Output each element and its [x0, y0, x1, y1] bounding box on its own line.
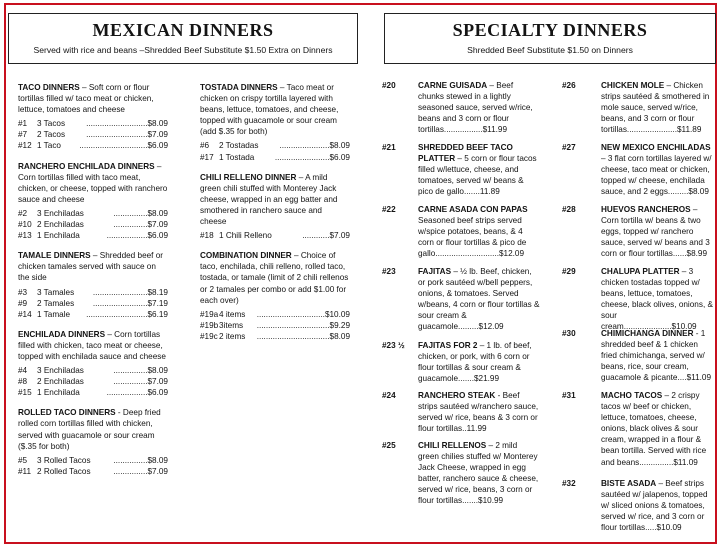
section-name: RANCHERO ENCHILADA DINNERS — [18, 161, 155, 171]
item-details: Seasoned beef strips served w/spice potatoes, beans, & 4 corn or flour tortillas & pico de gallo............................$12.09 — [418, 216, 527, 259]
item-name: CHICKEN MOLE — [601, 81, 665, 90]
item-description — [418, 204, 540, 259]
item-price: ...............$7.09 — [113, 377, 168, 387]
item-name: CHIMICHANGA DINNER — [601, 329, 694, 338]
item-details: – 2 mild green chilies stuffed w/ Monterey Jack Cheese, wrapped in egg batter, ranchero sauce & cheese, served w/ rice, beans, 3 corn or flour tortillas.......$10.99 — [418, 441, 539, 506]
item-number: #23 ½ — [382, 341, 405, 350]
section-description — [200, 250, 350, 305]
item-name: CARNE ASADA CON PAPAS — [418, 205, 528, 214]
price-row — [200, 320, 350, 331]
item-quantity: 4 items — [219, 309, 246, 319]
price-row — [18, 466, 168, 477]
item-number: #9 — [18, 298, 28, 308]
price-row — [18, 129, 168, 140]
section-description — [18, 82, 168, 115]
item-name: CHALUPA PLATTER — [601, 267, 680, 276]
price-row — [18, 140, 168, 151]
item-description — [601, 80, 713, 135]
price-row — [200, 230, 350, 241]
item-details: - Beef strips sautéed w/ranchero sauce, served w/ rice, beans & 3 corn or flour tortillas..11.99 — [418, 391, 539, 434]
item-name: FAJITAS FOR 2 — [418, 341, 478, 350]
item-number: #21 — [382, 143, 396, 152]
item-price: ...............$8.09 — [113, 208, 168, 218]
item-price: ............$7.09 — [302, 231, 350, 241]
item-description — [418, 440, 540, 507]
item-details: - 1 shredded beef & 1 chicken fried chimichanga, served w/ beans, rice, sour cream, guacamole & picante....$11.09 — [601, 329, 711, 383]
menu-section — [200, 250, 350, 342]
item-number: #26 — [562, 81, 576, 90]
item-details: – ½ lb. Beef, chicken, or pork sautéed w/bell peppers, onions, & tomatoes. Served w/beans, 4 corn or flour tortillas & sour cream & guacamole.........$12.09 — [418, 267, 540, 332]
item-details: – 5 corn or flour tacos filled w/lettuce, cheese, and tomatoes, served w/ beans & pico de gallo.......11.89 — [418, 154, 537, 197]
item-price: ........................$8.19 — [92, 287, 168, 297]
item-details: – 3 flat corn tortillas layered w/ cheese, taco meat or chicken, topped w/ cheese, enchilada sauce, and 2 eggs.........$8.09 — [601, 154, 712, 197]
item-number: #4 — [18, 366, 28, 376]
item-quantity: 2 Tamales — [37, 298, 75, 308]
item-number: #24 — [382, 391, 396, 400]
section-desc: – Choice of taco, enchilada, chili relleno, rolled taco, tostada, or tamale (limit of 2 chili rellenos or 2 tamales per combo or add $1.00 for each over) — [200, 251, 349, 305]
section-name: ENCHILADA DINNERS — [18, 329, 106, 339]
item-price: ..............................$6.09 — [79, 141, 168, 151]
item-description — [418, 80, 540, 135]
item-number: #15 — [18, 388, 32, 398]
item-price: ...........................$6.19 — [86, 309, 168, 319]
price-row — [200, 140, 350, 151]
section-description — [200, 82, 350, 137]
item-name: NEW MEXICO ENCHILADAS — [601, 143, 711, 152]
mexican-column-2 — [200, 82, 350, 351]
item-number: #2 — [18, 208, 28, 218]
item-quantity: 3 Tamales — [37, 287, 75, 297]
price-row — [18, 455, 168, 466]
item-quantity: 2 Tostadas — [219, 141, 259, 151]
item-details: – 1 lb. of beef, chicken, or pork, with 6 corn or flour tortillas & sour cream & guacamole.......$21.99 — [418, 341, 532, 384]
item-number: #17 — [200, 152, 214, 162]
item-quantity: 1 Chili Relleno — [219, 231, 272, 241]
section-description — [18, 161, 168, 205]
section-desc: – Corn tortillas filled with taco meat, chicken, or cheese, topped with ranchero sauce and cheese — [18, 161, 168, 204]
item-quantity: 2 Rolled Tacos — [37, 466, 91, 476]
item-price: ...............$8.09 — [113, 366, 168, 376]
item-number: #19b — [200, 320, 219, 330]
specialty-dinners-title: SPECIALTY DINNERS — [452, 20, 648, 40]
item-number: #27 — [562, 143, 576, 152]
mexican-dinners-header — [8, 13, 358, 64]
item-number: #13 — [18, 231, 32, 241]
item-quantity: 3 Enchiladas — [37, 366, 84, 376]
item-price: ..................$6.09 — [106, 231, 168, 241]
price-row — [200, 309, 350, 320]
menu-section — [200, 172, 350, 242]
price-row — [18, 219, 168, 230]
item-details: – Chicken strips sautéed & smothered in mole sauce, served w/rice, beans, and 3 corn or flour tortillas......................$11.89 — [601, 81, 710, 135]
item-number: #32 — [562, 479, 576, 488]
price-row — [18, 287, 168, 298]
item-number: #12 — [18, 141, 32, 151]
item-price: ..............................$10.09 — [256, 309, 350, 319]
item-price: ........................$7.19 — [92, 298, 168, 308]
item-price: ...............$8.09 — [113, 455, 168, 465]
item-description — [601, 142, 713, 197]
item-number: #1 — [18, 119, 28, 129]
item-quantity: 2 Tacos — [37, 130, 66, 140]
item-quantity: 2 Enchiladas — [37, 220, 84, 230]
item-name: CHILI RELLENOS — [418, 441, 487, 450]
price-row — [18, 118, 168, 129]
item-details: – Beef strips sautéed w/ jalapenos, topped w/ sliced onions & tomatoes, served w/ rice, and 3 corn or flour tortillas.....$10.09 — [601, 479, 708, 533]
item-price: ......................$8.09 — [279, 141, 350, 151]
item-price: ...............$7.09 — [113, 466, 168, 476]
item-number: #19c — [200, 331, 218, 341]
price-row — [18, 309, 168, 320]
item-name: RANCHERO STEAK — [418, 391, 496, 400]
item-number: #14 — [18, 309, 32, 319]
item-description — [418, 266, 540, 333]
section-desc: - Deep fried rolled corn tortillas filled with chicken, served with guacamole or sour cream ($.35 for both) — [18, 408, 161, 451]
price-row — [18, 298, 168, 309]
item-name: CARNE GUISADA — [418, 81, 488, 90]
section-desc: – Corn tortillas filled with chicken, taco meat or cheese, topped with enchilada sauce and cheese — [18, 329, 166, 361]
item-number: #8 — [18, 377, 28, 387]
specialty-dinners-subtitle: Shredded Beef Substitute $1.50 on Dinners — [467, 45, 633, 55]
section-name: CHILI RELLENO DINNER — [200, 172, 297, 182]
section-description — [18, 250, 168, 283]
item-number: #7 — [18, 130, 28, 140]
item-details: – 3 chicken tostadas topped w/ beans, lettuce, tomatoes, cheese, black olives, onions, & sour cream.....................$10.09 — [601, 267, 713, 332]
item-number: #22 — [382, 205, 396, 214]
item-quantity: 3 Enchiladas — [37, 208, 84, 218]
section-description — [200, 172, 350, 227]
item-quantity: 2 Enchiladas — [37, 377, 84, 387]
item-details: – 2 crispy tacos w/ beef or chicken, lettuce, tomatoes, cheese, onions, black olives & sour cream, wrapped in a flour & bean tortilla. Served with rice and beans...............$11.09 — [601, 391, 707, 467]
section-description — [18, 407, 168, 451]
item-details: – Corn tortilla w/ beans & two eggs, topped w/ ranchero sauce, served w/ beans and 3 corn or flour tortillas......$8.99 — [601, 205, 710, 259]
item-details: – Beef chunks stewed in a lightly seasoned sauce, served w/rice, beans and 3 corn or flour tortillas.................$11.99 — [418, 81, 533, 135]
section-desc: – Soft corn or flour tortillas filled w/ taco meat or chicken, lettuce, tomatoes and cheese — [18, 83, 154, 115]
menu-section — [18, 82, 168, 152]
item-number: #6 — [200, 141, 210, 151]
item-name: SHREDDED BEEF TACO PLATTER — [418, 143, 513, 164]
item-description — [601, 328, 713, 383]
menu-section — [18, 161, 168, 242]
item-quantity: 3items — [219, 320, 244, 330]
item-description — [418, 142, 540, 197]
item-number: #23 — [382, 267, 396, 276]
item-description — [601, 390, 713, 468]
item-number: #28 — [562, 205, 576, 214]
item-number: #5 — [18, 455, 28, 465]
price-row — [200, 331, 350, 342]
item-quantity: 1 Enchilada — [37, 231, 80, 241]
item-description — [601, 204, 713, 259]
section-name: COMBINATION DINNER — [200, 251, 292, 261]
item-quantity: 3 Rolled Tacos — [37, 455, 91, 465]
item-number: #31 — [562, 391, 576, 400]
item-quantity: 1 Enchilada — [37, 388, 80, 398]
item-quantity: 1 Tostada — [219, 152, 255, 162]
item-price: ...........................$8.09 — [86, 119, 168, 129]
item-price: ...............$7.09 — [113, 220, 168, 230]
item-quantity: 2 items — [219, 331, 246, 341]
menu-section — [18, 407, 168, 477]
item-price: ........................$6.09 — [274, 152, 350, 162]
section-desc: – A mild green chili stuffed with Monterey Jack cheese, wrapped in an egg batter and smothered in ranchero sauce and cheese — [200, 172, 338, 227]
section-desc: – Taco meat or chicken on crispy tortilla layered with beans, lettuce, tomatoes, and cheese, topped with guacamole or sour cream (add $.35 for both) — [200, 83, 339, 137]
mexican-column-1 — [18, 82, 168, 486]
item-number: #20 — [382, 81, 396, 90]
item-price: ..................$6.09 — [106, 388, 168, 398]
section-name: ROLLED TACO DINNERS — [18, 408, 116, 418]
item-number: #30 — [562, 329, 576, 338]
item-description — [601, 266, 713, 333]
item-number: #25 — [382, 441, 396, 450]
item-quantity: 3 Tacos — [37, 119, 66, 129]
item-price: ...........................$7.09 — [86, 130, 168, 140]
item-number: #19a — [200, 309, 219, 319]
price-row — [18, 230, 168, 241]
section-name: TAMALE DINNERS — [18, 251, 91, 261]
section-name: TACO DINNERS — [18, 83, 80, 92]
item-name: HUEVOS RANCHEROS — [601, 205, 691, 214]
item-description — [601, 478, 713, 533]
item-price: ................................$8.09 — [256, 331, 350, 341]
item-description — [418, 390, 540, 434]
item-quantity: 1 Taco — [37, 141, 61, 151]
specialty-dinners-header — [384, 13, 716, 64]
price-row — [18, 208, 168, 219]
price-row — [18, 376, 168, 387]
item-name: FAJITAS — [418, 267, 452, 276]
menu-section — [200, 82, 350, 163]
mexican-dinners-subtitle: Served with rice and beans –Shredded Beef Substitute $1.50 Extra on Dinners — [33, 45, 333, 55]
section-description — [18, 329, 168, 362]
price-row — [200, 152, 350, 163]
section-desc: – Shredded beef or chicken tamales served with sauce on the side — [18, 251, 164, 283]
item-number: #3 — [18, 287, 28, 297]
item-number: #10 — [18, 220, 32, 230]
price-row — [18, 387, 168, 398]
mexican-dinners-panel — [8, 0, 358, 549]
item-number: #29 — [562, 267, 576, 276]
item-number: #11 — [18, 466, 32, 476]
section-name: TOSTADA DINNERS — [200, 83, 278, 92]
menu-section — [18, 329, 168, 399]
mexican-dinners-title: MEXICAN DINNERS — [92, 20, 274, 40]
menu-section — [18, 250, 168, 320]
item-name: MACHO TACOS — [601, 391, 663, 400]
specialty-dinners-panel — [372, 0, 717, 549]
item-description — [418, 340, 540, 384]
item-number: #18 — [200, 231, 214, 241]
item-name: BISTE ASADA — [601, 479, 657, 488]
item-quantity: 1 Tamale — [37, 309, 71, 319]
price-row — [18, 365, 168, 376]
item-price: ................................$9.29 — [256, 320, 350, 330]
